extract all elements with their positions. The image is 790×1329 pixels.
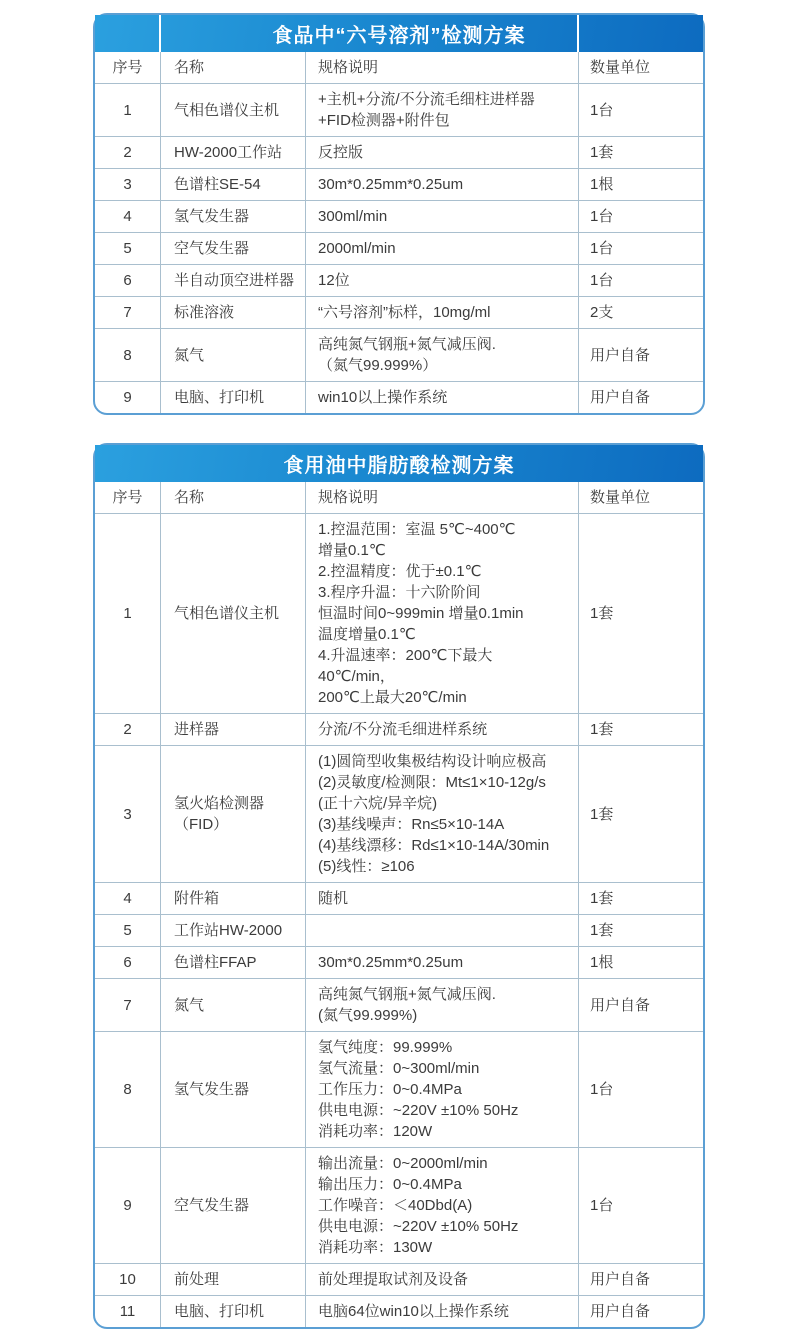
- spec-line: (4)基线漂移：Rd≤1×10-14A/30min: [318, 837, 550, 854]
- table-row: [95, 1147, 703, 1263]
- spec-line: +FID检测器+附件包: [318, 112, 450, 129]
- row-number: 6: [95, 264, 160, 296]
- item-spec: [305, 83, 578, 136]
- column-header-name: 名称: [160, 52, 305, 83]
- spec-line: 恒温时间0~999min 增量0.1min: [318, 605, 524, 622]
- row-number: 4: [95, 200, 160, 232]
- item-spec: [305, 264, 578, 296]
- table-body: [95, 83, 703, 413]
- spec-line: 4.升温速率：200℃下最大40℃/min，: [318, 647, 493, 685]
- row-number: 2: [95, 713, 160, 745]
- item-spec: [305, 882, 578, 914]
- column-header-qty: 数量单位: [578, 52, 703, 83]
- quantity-unit: 1台: [578, 83, 703, 136]
- item-spec: [305, 136, 578, 168]
- item-spec: [305, 296, 578, 328]
- quantity-unit: 2支: [578, 296, 703, 328]
- spec-line: 供电电源：~220V ±10% 50Hz: [318, 1218, 519, 1235]
- spec-line: 消耗功率：120W: [318, 1123, 433, 1140]
- quantity-unit: 用户自备: [578, 1295, 703, 1327]
- table-row: [95, 1031, 703, 1147]
- item-name: 氢气发生器: [160, 200, 305, 232]
- item-name: 电脑、打印机: [160, 381, 305, 413]
- spec-line: 氢气流量：0~300ml/min: [318, 1060, 480, 1077]
- table-row: [95, 83, 703, 136]
- quantity-unit: 1套: [578, 713, 703, 745]
- row-number: 4: [95, 882, 160, 914]
- item-name: 前处理: [160, 1263, 305, 1295]
- spec-line: 增量0.1℃: [318, 542, 386, 559]
- table-row: [95, 1263, 703, 1295]
- page: [0, 13, 790, 1320]
- row-number: 7: [95, 296, 160, 328]
- table-row: [95, 745, 703, 882]
- spec-line: 输出流量：0~2000ml/min: [318, 1155, 488, 1172]
- row-number: 1: [95, 83, 160, 136]
- quantity-unit: 1套: [578, 914, 703, 946]
- item-name: 附件箱: [160, 882, 305, 914]
- item-spec: [305, 1031, 578, 1147]
- row-number: 10: [95, 1263, 160, 1295]
- item-name: HW-2000工作站: [160, 136, 305, 168]
- table-row: [95, 882, 703, 914]
- row-number: 5: [95, 914, 160, 946]
- quantity-unit: 1台: [578, 1147, 703, 1263]
- spec-line: 200℃上最大20℃/min: [318, 689, 467, 706]
- column-header-no: 序号: [112, 489, 143, 506]
- spec-line: 3.程序升温：十六阶阶间: [318, 584, 481, 601]
- spec-line: (氮气99.999%): [318, 1007, 418, 1024]
- quantity-unit: 1根: [578, 946, 703, 978]
- item-name: 色谱柱SE-54: [160, 168, 305, 200]
- item-spec: [305, 328, 578, 381]
- table-row: [95, 136, 703, 168]
- item-name: 空气发生器: [160, 1147, 305, 1263]
- item-spec: [305, 1147, 578, 1263]
- spec-line: 消耗功率：130W: [318, 1239, 433, 1256]
- spec-line: 输出压力：0~0.4MPa: [318, 1176, 462, 1193]
- table-body: [95, 513, 703, 1327]
- item-name: 气相色谱仪主机: [160, 513, 305, 713]
- item-name: 色谱柱FFAP: [160, 946, 305, 978]
- table-row: [95, 1295, 703, 1327]
- row-number: 6: [95, 946, 160, 978]
- quantity-unit: 1套: [578, 513, 703, 713]
- row-number: 3: [95, 745, 160, 882]
- quantity-unit: 1台: [578, 232, 703, 264]
- item-name: 氢气发生器: [160, 1031, 305, 1147]
- row-number: 3: [95, 168, 160, 200]
- item-spec: [305, 513, 578, 713]
- column-header-spec: 规格说明: [305, 52, 578, 83]
- item-spec: [305, 978, 578, 1031]
- item-spec: [305, 946, 578, 978]
- quantity-unit: 1套: [578, 136, 703, 168]
- table-row: [95, 381, 703, 413]
- spec-line: 工作压力：0~0.4MPa: [318, 1081, 462, 1098]
- item-name: 气相色谱仪主机: [160, 83, 305, 136]
- column-header-qty: 数量单位: [578, 482, 703, 513]
- row-number: 11: [95, 1295, 160, 1327]
- spec-line: （氮气99.999%）: [318, 357, 438, 374]
- column-header-no: 序号: [112, 59, 143, 76]
- table-row: [95, 232, 703, 264]
- column-header-name: 名称: [160, 482, 305, 513]
- spec-table-fatty-acid: [93, 443, 705, 1329]
- item-name: 工作站HW-2000: [160, 914, 305, 946]
- column-header-spec: 规格说明: [305, 482, 578, 513]
- table-row: [95, 200, 703, 232]
- spec-line: 12位: [318, 272, 350, 289]
- row-number: 9: [95, 1147, 160, 1263]
- table-row: [95, 914, 703, 946]
- column-header-row: [95, 482, 703, 513]
- table-row: [95, 946, 703, 978]
- spec-table-solvent: [93, 13, 705, 415]
- spec-line: 30m*0.25mm*0.25um: [318, 954, 464, 971]
- item-spec: [305, 168, 578, 200]
- item-spec: [305, 381, 578, 413]
- table-title: 食用油中脂肪酸检测方案: [283, 455, 515, 477]
- spec-line: 前处理提取试剂及设备: [318, 1271, 469, 1288]
- item-spec: [305, 713, 578, 745]
- item-name: 空气发生器: [160, 232, 305, 264]
- item-name: 电脑、打印机: [160, 1295, 305, 1327]
- quantity-unit: 用户自备: [578, 1263, 703, 1295]
- item-spec: [305, 745, 578, 882]
- row-number: 7: [95, 978, 160, 1031]
- spec-line: 2.控温精度：优于±0.1℃: [318, 563, 482, 580]
- table-row: [95, 513, 703, 713]
- spec-line: 30m*0.25mm*0.25um: [318, 176, 464, 193]
- quantity-unit: 用户自备: [578, 328, 703, 381]
- table-title-band: [95, 445, 703, 482]
- item-name: 标准溶液: [160, 296, 305, 328]
- spec-line: 1.控温范围：室温 5℃~400℃: [318, 521, 516, 538]
- table-row: [95, 978, 703, 1031]
- row-number: 8: [95, 328, 160, 381]
- spec-line: 供电电源：~220V ±10% 50Hz: [318, 1102, 519, 1119]
- quantity-unit: 用户自备: [578, 381, 703, 413]
- item-name: 氢火焰检测器（FID）: [160, 745, 305, 882]
- quantity-unit: 用户自备: [578, 978, 703, 1031]
- table-title-band: [95, 15, 703, 52]
- spec-line: 300ml/min: [318, 208, 388, 225]
- item-spec: [305, 1263, 578, 1295]
- item-name: 半自动顶空进样器: [160, 264, 305, 296]
- row-number: 8: [95, 1031, 160, 1147]
- band-divider-left: [159, 15, 161, 52]
- table-row: [95, 168, 703, 200]
- spec-line: 反控版: [318, 144, 364, 161]
- spec-line: 高纯氮气钢瓶+氮气减压阀.: [318, 986, 496, 1003]
- table-row: [95, 296, 703, 328]
- quantity-unit: 1台: [578, 264, 703, 296]
- quantity-unit: 1台: [578, 1031, 703, 1147]
- quantity-unit: 1根: [578, 168, 703, 200]
- spec-line: 电脑64位win10以上操作系统: [318, 1303, 509, 1320]
- quantity-unit: 1台: [578, 200, 703, 232]
- row-number: 1: [95, 513, 160, 713]
- item-spec: [305, 232, 578, 264]
- band-divider-right: [577, 15, 579, 52]
- spec-line: 氢气纯度：99.999%: [318, 1039, 453, 1056]
- spec-line: +主机+分流/不分流毛细柱进样器: [318, 91, 535, 108]
- quantity-unit: 1套: [578, 745, 703, 882]
- table-row: [95, 713, 703, 745]
- spec-line: win10以上操作系统: [318, 389, 448, 406]
- spec-line: 2000ml/min: [318, 240, 396, 257]
- spec-line: (2)灵敏度/检测限：Mt≤1×10-12g/s: [318, 774, 546, 791]
- quantity-unit: 1套: [578, 882, 703, 914]
- spec-line: 温度增量0.1℃: [318, 626, 416, 643]
- spec-line: “六号溶剂”标样，10mg/ml: [318, 304, 491, 321]
- row-number: 9: [95, 381, 160, 413]
- spec-line: (1)圆筒型收集极结构设计响应极高: [318, 753, 547, 770]
- item-spec: [305, 914, 578, 946]
- item-spec: [305, 1295, 578, 1327]
- spec-line: (3)基线噪声：Rn≤5×10-14A: [318, 816, 505, 833]
- table-row: [95, 264, 703, 296]
- row-number: 2: [95, 136, 160, 168]
- spec-line: 分流/不分流毛细进样系统: [318, 721, 488, 738]
- table-title: 食品中“六号溶剂”检测方案: [272, 25, 526, 47]
- spec-line: (正十六烷/异辛烷): [318, 795, 438, 812]
- column-header-row: [95, 52, 703, 83]
- spec-line: (5)线性：≥106: [318, 858, 415, 875]
- spec-line: 高纯氮气钢瓶+氮气减压阀.: [318, 336, 496, 353]
- item-spec: [305, 200, 578, 232]
- item-name: 进样器: [160, 713, 305, 745]
- item-name: 氮气: [160, 328, 305, 381]
- row-number: 5: [95, 232, 160, 264]
- spec-line: 工作噪音：＜40Dbd(A): [318, 1197, 473, 1214]
- spec-line: 随机: [318, 890, 349, 907]
- table-row: [95, 328, 703, 381]
- item-name: 氮气: [160, 978, 305, 1031]
